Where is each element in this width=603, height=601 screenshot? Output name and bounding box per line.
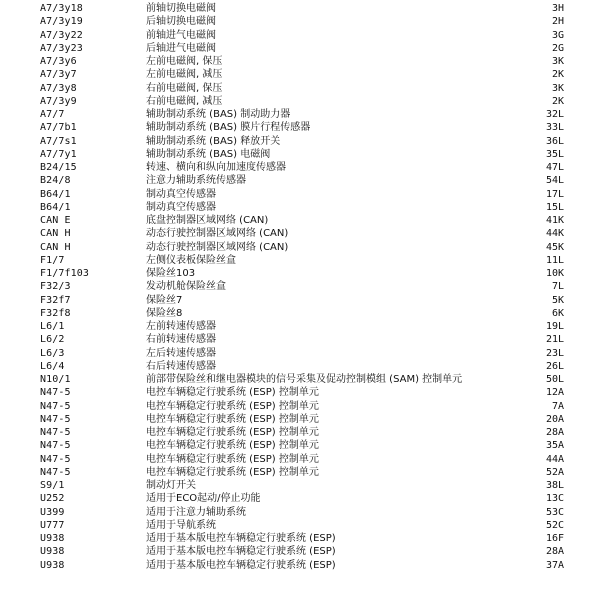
component-description: 保险丝7	[146, 294, 183, 306]
component-description: 后轴切换电磁阀	[146, 16, 216, 28]
component-code: F32f8	[40, 307, 71, 319]
table-row	[0, 121, 603, 134]
component-description: 电控车辆稳定行驶系统 (ESP) 控制单元	[146, 453, 319, 465]
component-description: 右前转速传感器	[146, 334, 216, 346]
component-code: N47-5	[40, 413, 71, 425]
component-code: B24/8	[40, 175, 71, 187]
table-row	[0, 267, 603, 280]
table-row	[0, 227, 603, 240]
table-row	[0, 68, 603, 81]
grid-reference: 3H	[551, 3, 564, 14]
table-row	[0, 426, 603, 439]
component-description: 适用于导航系统	[146, 519, 216, 531]
component-description: 辅助制动系统 (BAS) 制动助力器	[146, 109, 291, 120]
component-code: N47-5	[40, 400, 71, 412]
component-description: 电控车辆稳定行驶系统 (ESP) 控制单元	[146, 427, 319, 438]
component-code: N47-5	[40, 440, 71, 452]
grid-reference: 26L	[545, 360, 564, 372]
component-code: B64/1	[40, 201, 71, 213]
grid-reference: 2K	[551, 95, 564, 107]
table-row	[0, 29, 603, 42]
component-description: 适用于基本版电控车辆稳定行驶系统 (ESP)	[146, 546, 336, 558]
component-code: A7/3y7	[40, 69, 77, 81]
component-description: 前部带保险丝和继电器模块的信号采集及促动控制模组 (SAM) 控制单元	[146, 374, 463, 385]
table-row	[0, 439, 603, 452]
table-row	[0, 148, 603, 161]
component-code: A7/7b1	[40, 122, 77, 134]
component-description: 底盘控制器区域网络 (CAN)	[146, 215, 269, 226]
component-description: 辅助制动系统 (BAS) 电磁阀	[146, 148, 271, 160]
component-description: 适用于注意力辅助系统	[146, 506, 246, 518]
component-description: 电控车辆稳定行驶系统 (ESP) 控制单元	[146, 466, 319, 478]
grid-reference: 28A	[545, 546, 564, 558]
component-code: A7/3y6	[40, 56, 77, 67]
table-row	[0, 360, 603, 373]
component-code: A7/7	[40, 109, 65, 120]
component-description: 右前电磁阀, 减压	[146, 95, 223, 107]
table-row	[0, 492, 603, 505]
table-row	[0, 466, 603, 479]
table-row	[0, 506, 603, 519]
component-code: N47-5	[40, 387, 71, 399]
grid-reference: 20A	[545, 413, 564, 425]
component-code: CAN E	[40, 215, 71, 226]
component-description: 动态行驶控制器区域网络 (CAN)	[146, 228, 289, 240]
component-code: F1/7	[40, 254, 65, 266]
table-row	[0, 201, 603, 214]
grid-reference: 35A	[545, 440, 564, 452]
component-description: 后轴进气电磁阀	[146, 42, 216, 54]
table-row	[0, 108, 603, 121]
grid-reference: 16F	[545, 533, 564, 544]
grid-reference: 2H	[551, 16, 564, 28]
component-description: 电控车辆稳定行驶系统 (ESP) 控制单元	[146, 413, 319, 425]
component-description: 注意力辅助系统传感器	[146, 175, 246, 187]
table-row	[0, 559, 603, 572]
component-code: N47-5	[40, 427, 71, 438]
grid-reference: 3K	[551, 82, 564, 94]
component-description: 左前电磁阀, 减压	[146, 69, 223, 81]
table-row	[0, 2, 603, 15]
component-legend-table	[0, 2, 603, 572]
table-row	[0, 294, 603, 307]
component-description: 右前电磁阀, 保压	[146, 82, 223, 94]
table-row	[0, 479, 603, 492]
component-code: A7/3y9	[40, 95, 77, 107]
grid-reference: 7A	[551, 400, 564, 412]
grid-reference: 10K	[545, 268, 564, 279]
table-row	[0, 333, 603, 346]
component-code: L6/1	[40, 321, 65, 332]
component-description: 左前转速传感器	[146, 321, 216, 332]
grid-reference: 35L	[545, 148, 564, 160]
grid-reference: 2K	[551, 69, 564, 81]
grid-reference: 11L	[545, 254, 564, 266]
grid-reference: 3G	[551, 29, 564, 41]
table-row	[0, 347, 603, 360]
grid-reference: 12A	[545, 387, 564, 399]
component-description: 电控车辆稳定行驶系统 (ESP) 控制单元	[146, 387, 319, 399]
component-code: A7/3y23	[40, 42, 83, 54]
grid-reference: 17L	[545, 188, 564, 200]
component-description: 适用于ECO起动/停止功能	[146, 493, 261, 505]
component-description: 制动灯开关	[146, 480, 196, 491]
component-code: L6/4	[40, 360, 65, 372]
component-code: A7/7y1	[40, 148, 77, 160]
table-row	[0, 519, 603, 532]
component-code: A7/3y18	[40, 3, 83, 14]
grid-reference: 53C	[545, 506, 564, 518]
component-code: CAN H	[40, 241, 71, 253]
grid-reference: 47L	[545, 162, 564, 173]
table-row	[0, 82, 603, 95]
grid-reference: 45K	[545, 241, 564, 253]
component-description: 转速、横向和纵向加速度传感器	[146, 162, 286, 173]
table-row	[0, 174, 603, 187]
grid-reference: 2G	[551, 42, 564, 54]
component-code: F32/3	[40, 281, 71, 293]
grid-reference: 37A	[545, 559, 564, 571]
component-code: N10/1	[40, 374, 71, 385]
component-code: B24/15	[40, 162, 77, 173]
table-row	[0, 95, 603, 108]
component-description: 左侧仪表板保险丝盒	[146, 254, 236, 266]
component-description: 电控车辆稳定行驶系统 (ESP) 控制单元	[146, 440, 319, 452]
component-description: 前轴切换电磁阀	[146, 3, 216, 14]
grid-reference: 36L	[545, 135, 564, 147]
component-description: 左后转速传感器	[146, 347, 216, 359]
component-code: L6/2	[40, 334, 65, 346]
component-code: A7/3y19	[40, 16, 83, 28]
table-row	[0, 188, 603, 201]
component-code: U252	[40, 493, 65, 505]
component-code: A7/3y8	[40, 82, 77, 94]
component-description: 辅助制动系统 (BAS) 膜片行程传感器	[146, 122, 311, 134]
table-row	[0, 15, 603, 28]
component-code: N47-5	[40, 466, 71, 478]
table-row	[0, 161, 603, 174]
table-row	[0, 135, 603, 148]
grid-reference: 38L	[545, 480, 564, 491]
grid-reference: 44A	[545, 453, 564, 465]
component-code: B64/1	[40, 188, 71, 200]
grid-reference: 15L	[545, 201, 564, 213]
component-description: 电控车辆稳定行驶系统 (ESP) 控制单元	[146, 400, 319, 412]
component-description: 制动真空传感器	[146, 188, 216, 200]
table-row	[0, 307, 603, 320]
component-code: A7/3y22	[40, 29, 83, 41]
table-row	[0, 55, 603, 68]
table-row	[0, 386, 603, 399]
component-description: 左前电磁阀, 保压	[146, 56, 223, 67]
component-description: 适用于基本版电控车辆稳定行驶系统 (ESP)	[146, 559, 336, 571]
component-description: 制动真空传感器	[146, 201, 216, 213]
table-row	[0, 453, 603, 466]
grid-reference: 44K	[545, 228, 564, 240]
table-row	[0, 320, 603, 333]
table-row	[0, 373, 603, 386]
table-row	[0, 532, 603, 545]
component-code: U938	[40, 533, 65, 544]
table-row	[0, 241, 603, 254]
grid-reference: 41K	[545, 215, 564, 226]
component-description: 动态行驶控制器区域网络 (CAN)	[146, 241, 289, 253]
grid-reference: 5K	[551, 294, 564, 306]
grid-reference: 13C	[545, 493, 564, 505]
component-code: L6/3	[40, 347, 65, 359]
component-description: 适用于基本版电控车辆稳定行驶系统 (ESP)	[146, 533, 336, 544]
component-code: A7/7s1	[40, 135, 77, 147]
table-row	[0, 214, 603, 227]
component-code: U938	[40, 559, 65, 571]
grid-reference: 50L	[545, 374, 564, 385]
component-code: F1/7f103	[40, 268, 89, 279]
grid-reference: 23L	[545, 347, 564, 359]
component-description: 前轴进气电磁阀	[146, 29, 216, 41]
component-description: 右后转速传感器	[146, 360, 216, 372]
grid-reference: 33L	[545, 122, 564, 134]
table-row	[0, 254, 603, 267]
table-row	[0, 545, 603, 558]
grid-reference: 52C	[545, 519, 564, 531]
grid-reference: 21L	[545, 334, 564, 346]
grid-reference: 54L	[545, 175, 564, 187]
table-row	[0, 400, 603, 413]
component-code: F32f7	[40, 294, 71, 306]
component-code: U399	[40, 506, 65, 518]
table-row	[0, 42, 603, 55]
grid-reference: 3K	[551, 56, 564, 67]
component-description: 保险丝103	[146, 268, 196, 279]
component-description: 保险丝8	[146, 307, 183, 319]
component-code: CAN H	[40, 228, 71, 240]
component-code: S9/1	[40, 480, 65, 491]
grid-reference: 6K	[551, 307, 564, 319]
component-description: 发动机舱保险丝盒	[146, 281, 226, 293]
component-code: N47-5	[40, 453, 71, 465]
grid-reference: 19L	[545, 321, 564, 332]
grid-reference: 28A	[545, 427, 564, 438]
grid-reference: 7L	[551, 281, 564, 293]
table-row	[0, 413, 603, 426]
component-description: 辅助制动系统 (BAS) 释放开关	[146, 135, 281, 147]
component-code: U777	[40, 519, 65, 531]
component-code: U938	[40, 546, 65, 558]
grid-reference: 52A	[545, 466, 564, 478]
table-row	[0, 280, 603, 293]
grid-reference: 32L	[545, 109, 564, 120]
